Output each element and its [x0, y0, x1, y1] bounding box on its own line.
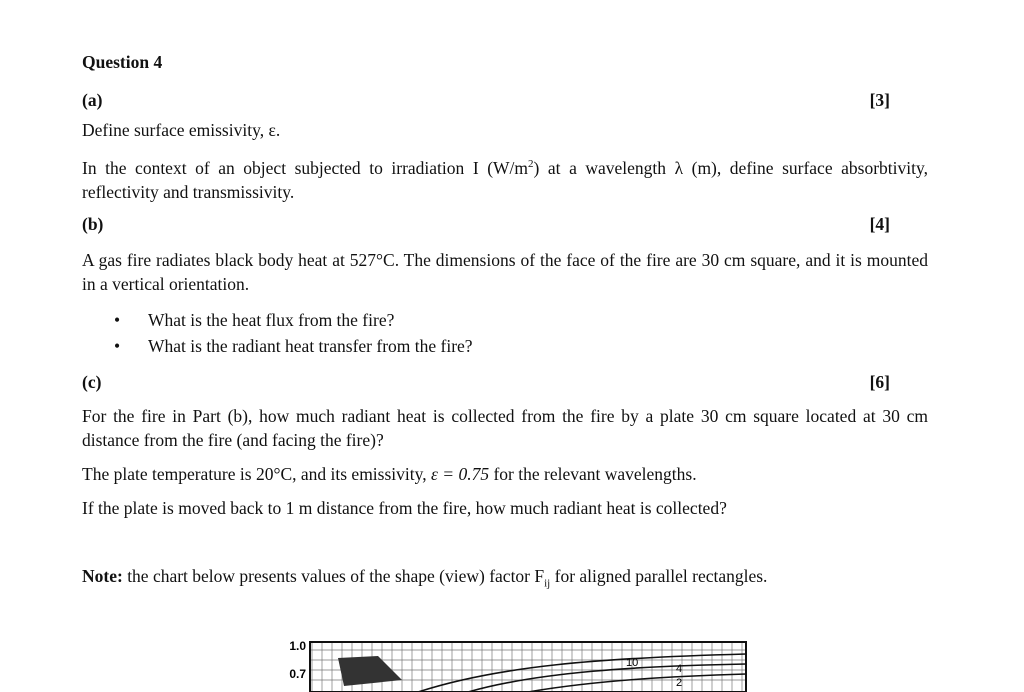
chart-curve-label: 4 [676, 663, 683, 675]
epsilon-symbol: ε [268, 120, 276, 140]
part-b-marks: [4] [869, 214, 890, 234]
context-superscript: 2 [528, 158, 534, 170]
bullet-marker: • [114, 336, 121, 356]
part-a-define [82, 118, 930, 142]
chart-ticks [289, 639, 306, 681]
plate-suffix: for the relevant wavelengths. [489, 464, 697, 484]
part-c-plate [82, 462, 930, 486]
note [82, 564, 930, 596]
part-b-label: (b) [82, 214, 104, 234]
chart-curve-label: 10 [626, 657, 639, 669]
bullet-item-radiant-transfer: What is the radiant heat transfer from the fire? [148, 336, 473, 356]
chart-inset-figure [338, 656, 402, 686]
question-title: Question 4 [82, 52, 163, 72]
part-c-text: For the fire in Part (b), how much radiant heat is collected from the fire by a plate 30 cm square located at 30 cm distance from the fire (and facing the fire)? [82, 406, 928, 450]
part-a-label: (a) [82, 90, 103, 110]
part-a-context [82, 152, 928, 204]
chart-series-line [528, 674, 746, 692]
chart-curve-label: 2 [676, 677, 683, 689]
part-c-label: (c) [82, 372, 102, 392]
bullet-marker: • [114, 310, 121, 330]
part-a-marks: [3] [869, 90, 890, 110]
context-text-2: ) at a wavelength λ (m), define surface absorbtivity, reflectivity and transmissivity. [82, 157, 928, 202]
chart-y-tick-label: 0.7 [289, 667, 306, 681]
define-prefix: Define surface emissivity, [82, 120, 269, 140]
view-factor-chart [278, 636, 758, 692]
note-label: Note: [82, 566, 123, 586]
context-text-1: In the context of an object subjected to irradiation I (W/m [82, 157, 529, 178]
part-c-moved: If the plate is moved back to 1 m distance from the fire, how much radiant heat is collected? [82, 498, 727, 518]
part-b-text: A gas fire radiates black body heat at 527°C. The dimensions of the face of the fire are 30 cm square, and it is mounted in a vertical orientation. [82, 250, 928, 294]
note-text-2: for aligned parallel rectangles. [550, 566, 768, 586]
define-suffix: . [275, 120, 281, 140]
chart-series-line [468, 664, 746, 692]
note-subscript: ij [544, 577, 551, 590]
chart-y-tick-label: 1.0 [289, 639, 306, 653]
plate-emissivity: ε = 0.75 [430, 464, 490, 484]
part-c-marks: [6] [869, 372, 890, 392]
bullet-item-heat-flux: What is the heat flux from the fire? [148, 310, 395, 330]
chart-curve-labels [626, 657, 682, 689]
plate-prefix: The plate temperature is 20°C, and its emissivity, [82, 464, 431, 484]
note-text-1: the chart below presents values of the shape (view) factor F [122, 566, 545, 586]
